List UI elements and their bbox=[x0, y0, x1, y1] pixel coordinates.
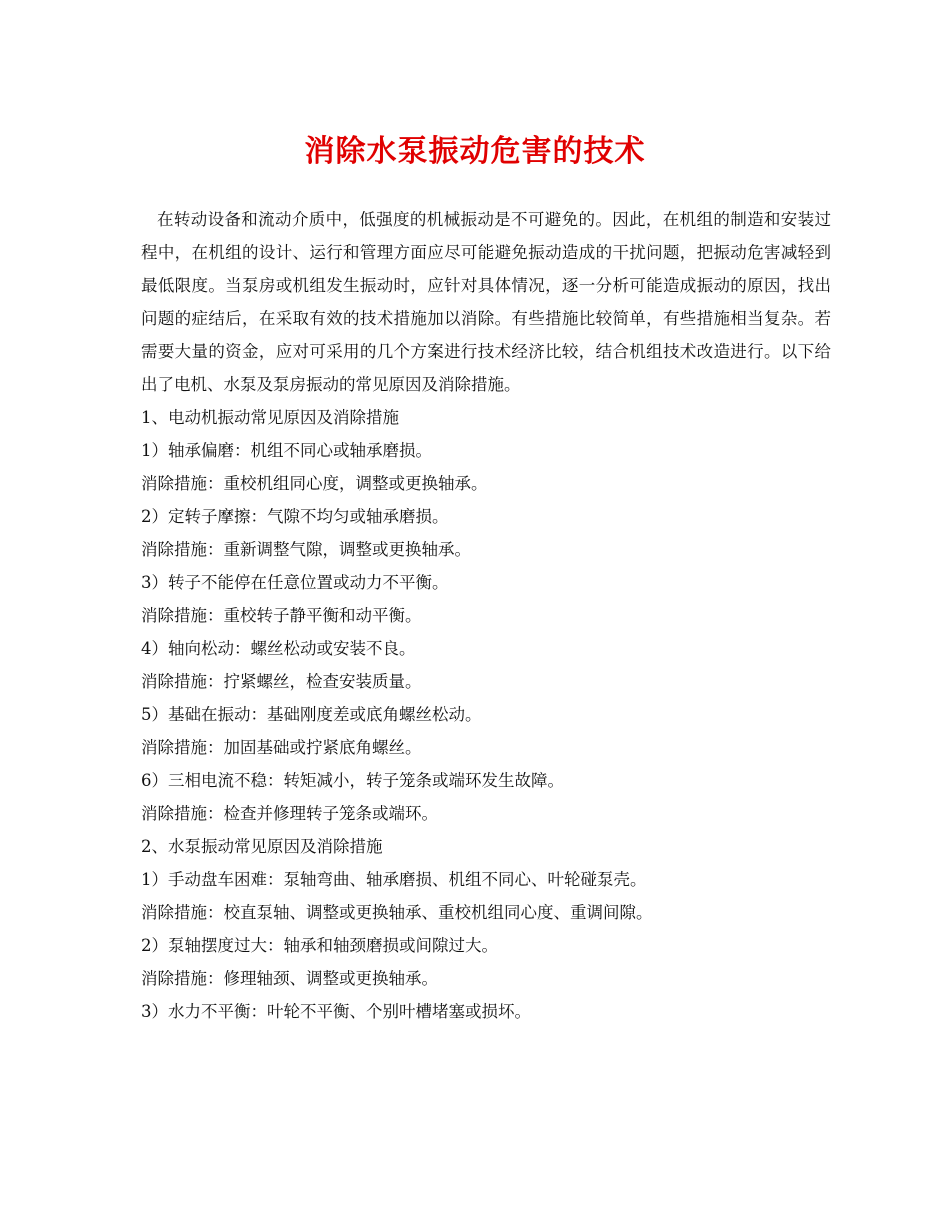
text-line: 消除措施：拧紧螺丝，检查安装质量。 bbox=[141, 672, 422, 691]
text-line: 1）轴承偏磨：机组不同心或轴承磨损。 bbox=[141, 441, 432, 460]
text-line: 消除措施：加固基础或拧紧底角螺丝。 bbox=[141, 738, 422, 757]
intro-paragraph: 在转动设备和流动介质中，低强度的机械振动是不可避免的。因此，在机组的制造和安装过程中，在机组的设计、运行和管理方面应尽可能避免振动造成的干扰问题，把振动危害减轻到最低限度。当泵房或机组发生振动时，应针对具体情况，逐一分析可能造成振动的原因，找出问题的症结后，在采取有效的技术措施加以消除。有些措施比较简单，有些措施相当复杂。若需要大量的资金，应对可采用的几个方案进行技术经济比较，结合机组技术改造进行。以下给出了电机、水泵及泵房振动的常见原因及消除措施。 bbox=[141, 210, 831, 394]
text-line: 消除措施：检查并修理转子笼条或端环。 bbox=[141, 804, 438, 823]
document-title: 消除水泵振动危害的技术 bbox=[304, 134, 646, 169]
text-line: 6）三相电流不稳：转矩减小，转子笼条或端环发生故障。 bbox=[141, 771, 564, 790]
document-body bbox=[141, 203, 831, 1028]
text-line: 2）泵轴摆度过大：轴承和轴颈磨损或间隙过大。 bbox=[141, 936, 498, 955]
text-line: 1、电动机振动常见原因及消除措施 bbox=[141, 408, 399, 427]
text-line: 消除措施：重新调整气隙，调整或更换轴承。 bbox=[141, 540, 471, 559]
text-line: 消除措施：校直泵轴、调整或更换轴承、重校机组同心度、重调间隙。 bbox=[141, 903, 653, 922]
text-line: 1）手动盘车困难：泵轴弯曲、轴承磨损、机组不同心、叶轮碰泵壳。 bbox=[141, 870, 647, 889]
item-list bbox=[141, 401, 831, 1028]
text-line: 2、水泵振动常见原因及消除措施 bbox=[141, 837, 383, 856]
text-line: 2）定转子摩擦：气隙不均匀或轴承磨损。 bbox=[141, 507, 449, 526]
text-line: 3）转子不能停在任意位置或动力不平衡。 bbox=[141, 573, 449, 592]
text-line: 消除措施：修理轴颈、调整或更换轴承。 bbox=[141, 969, 438, 988]
text-line: 消除措施：重校转子静平衡和动平衡。 bbox=[141, 606, 422, 625]
text-line: 5）基础在振动：基础刚度差或底角螺丝松动。 bbox=[141, 705, 482, 724]
text-line: 3）水力不平衡：叶轮不平衡、个别叶槽堵塞或损坏。 bbox=[141, 1002, 531, 1021]
text-line: 4）轴向松动：螺丝松动或安装不良。 bbox=[141, 639, 416, 658]
text-line: 消除措施：重校机组同心度，调整或更换轴承。 bbox=[141, 474, 488, 493]
